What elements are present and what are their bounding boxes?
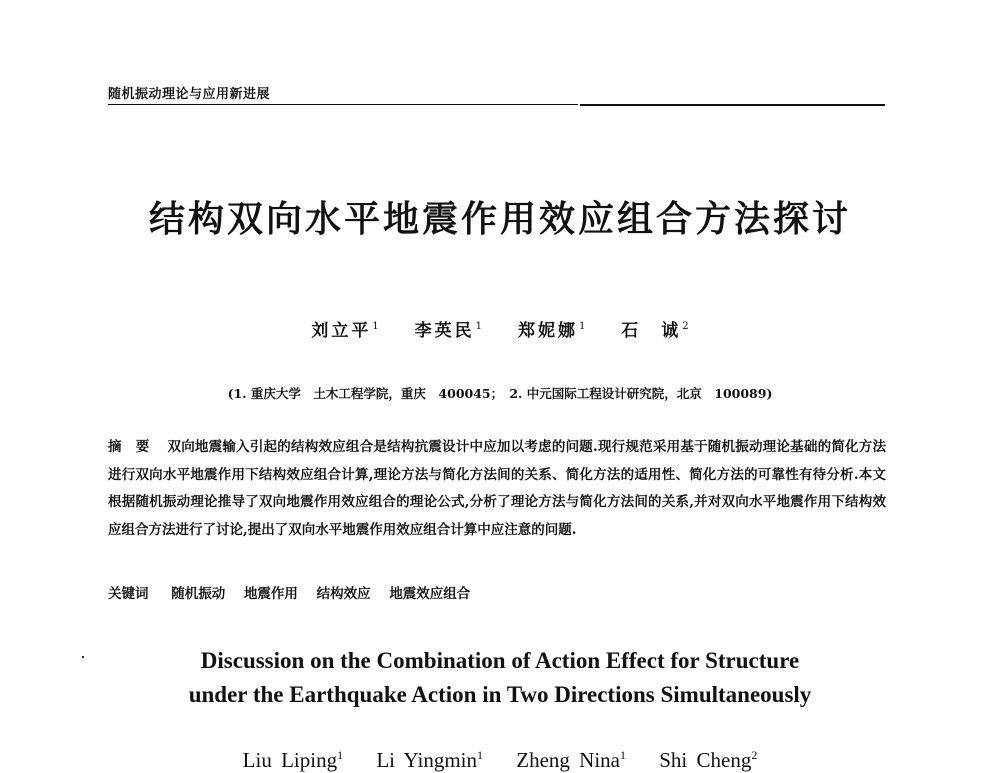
header-rule-thin [108,104,578,105]
keywords-label: 关键词 [108,586,149,602]
author-list-cn [0,316,1000,341]
keyword: 地震效应组合 [389,586,471,602]
author-list-en [0,748,1000,773]
abstract [108,434,886,544]
keyword: 随机振动 [171,586,226,602]
keyword: 地震作用 [243,586,298,602]
paper-title-en [0,644,1000,712]
title-en-line2: under the Earthquake Action in Two Directions Simultaneously [188,682,812,707]
author-en: Shi Cheng$^2$ [659,748,758,772]
keywords [108,582,484,602]
author-cn: 石 诚$^2$ [621,321,689,341]
abstract-label: 摘要 [108,439,164,455]
author-cn: 刘立平$^1$ [311,321,379,341]
abstract-text: 双向地震输入引起的结构效应组合是结构抗震设计中应加以考虑的问题.现行规范采用基于随机振动理论基础的简化方法进行双向水平地震作用下结构效应组合计算,理论方法与简化方法间的关系、简化方法的适用性、简化方法的可靠性有待分析.本文根据随机振动理论推导了双向地震作用效应组合的理论公式,分析了理论方法与简化方法间的关系,并对双向水平地震作用下结构效应组合方法进行了讨论,提出了双向水平地震作用效应组合计算中应注意的问题. [108,439,887,538]
author-cn: 李英民$^1$ [414,321,483,341]
author-en: Zheng Nina$^1$ [516,748,626,772]
header-rule-thick [580,104,885,106]
series-header: 随机振动理论与应用新进展 [108,87,271,102]
keyword: 结构效应 [316,586,371,602]
author-en: Liu Liping$^1$ [242,748,344,772]
author-en: Li Yingmin$^1$ [376,748,483,772]
author-cn: 郑妮娜$^1$ [517,321,586,341]
title-en-line1: Discussion on the Combination of Action Effect for Structure [200,648,800,673]
paper-title-cn: 结构双向水平地震作用效应组合方法探讨 [148,198,851,240]
affiliation: (1. 重庆大学 土木工程学院，重庆 400045； 2. 中元国际工程设计研究院，北京 100089) [227,386,773,401]
